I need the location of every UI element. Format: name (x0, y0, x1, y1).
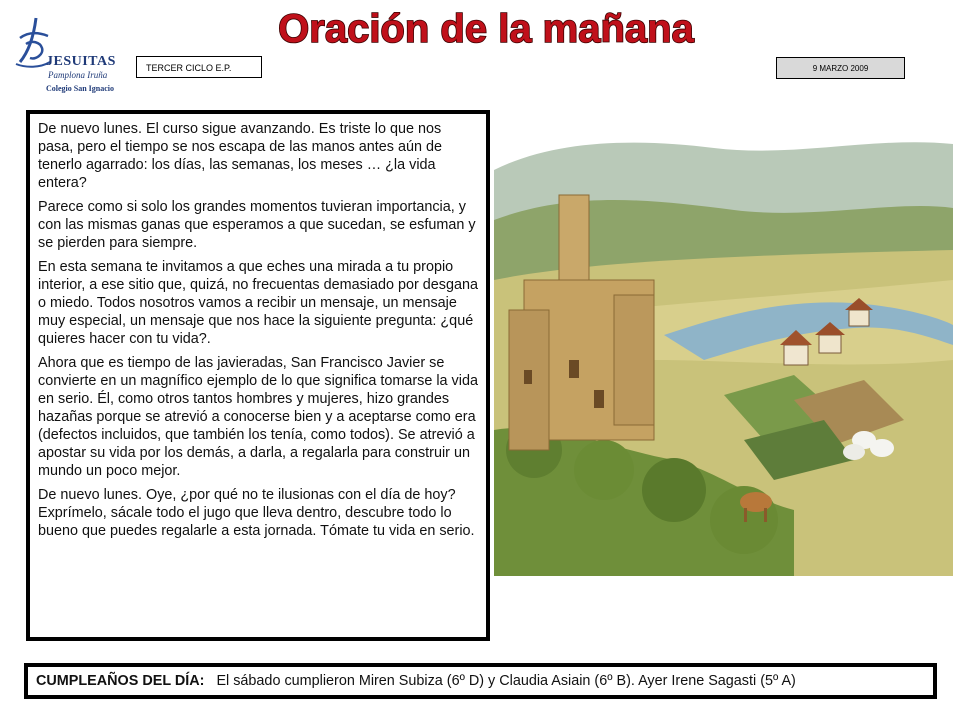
page-title-text: Oración de la mañana (278, 7, 694, 50)
school-logo (8, 10, 118, 93)
paragraph: Ahora que es tiempo de las javieradas, San Francisco Javier se convierte en un magnífico ejemplo de lo que significa tomarse la vida en serio. Él, como otros tantos hombres y mujeres, hizo grandes hazañas porque se atrevió a conocerse bien y a aceptarse como era (defectos incluidos, que también los tenía, como todos). Se atrevió a apostar su vida por los demás, a darla, a regalarla para construir un mundo un poco mejor. (38, 355, 478, 479)
birthday-text: El sábado cumplieron Miren Subiza (6º D) y Claudia Asiain (6º B). Ayer Irene Sagasti (5º A) (216, 673, 796, 689)
logo-name: JESUITAS (46, 54, 116, 69)
title-graphic (262, 4, 710, 50)
logo-school: Colegio San Ignacio (46, 84, 115, 93)
castle-landscape-illustration (494, 130, 953, 576)
paragraph: De nuevo lunes. Oye, ¿por qué no te ilusionas con el día de hoy? Exprímelo, sácale todo el jugo que lleva dentro, descubre todo lo bueno que puedes regalarle a esta jornada. Tómate tu vida en serio. (38, 487, 475, 539)
paragraph: De nuevo lunes. El curso sigue avanzando. Es triste lo que nos pasa, pero el tiempo se nos escapa de las manos antes aún de tenerlo agarrado: los días, las semanas, los meses … ¿la vida entera? (38, 121, 442, 191)
date-label: 9 MARZO 2009 (776, 57, 905, 79)
paragraph: Parece como si solo los grandes momentos tuvieran importancia, y con las mismas ganas que esperamos a que sucedan, se esfuman y se pierden para siempre. (38, 199, 476, 251)
cycle-label: TERCER CICLO E.P. (136, 56, 262, 78)
paragraph: En esta semana te invitamos a que eches una mirada a tu propio interior, a ese sitio que, quizá, no frecuentas demasiado por desgana o miedo. Todos nosotros vamos a recibir un mensaje, un mensaje muy especial, un mensaje que nos hace la siguiente pregunta: ¿qué quieres hacer con tu vida?. (38, 259, 478, 347)
birthday-banner (24, 663, 937, 699)
birthday-label: CUMPLEAÑOS DEL DÍA: (36, 673, 205, 689)
reflection-text-box (26, 110, 490, 641)
logo-city: Pamplona Iruña (48, 70, 108, 80)
page-title (262, 4, 710, 50)
